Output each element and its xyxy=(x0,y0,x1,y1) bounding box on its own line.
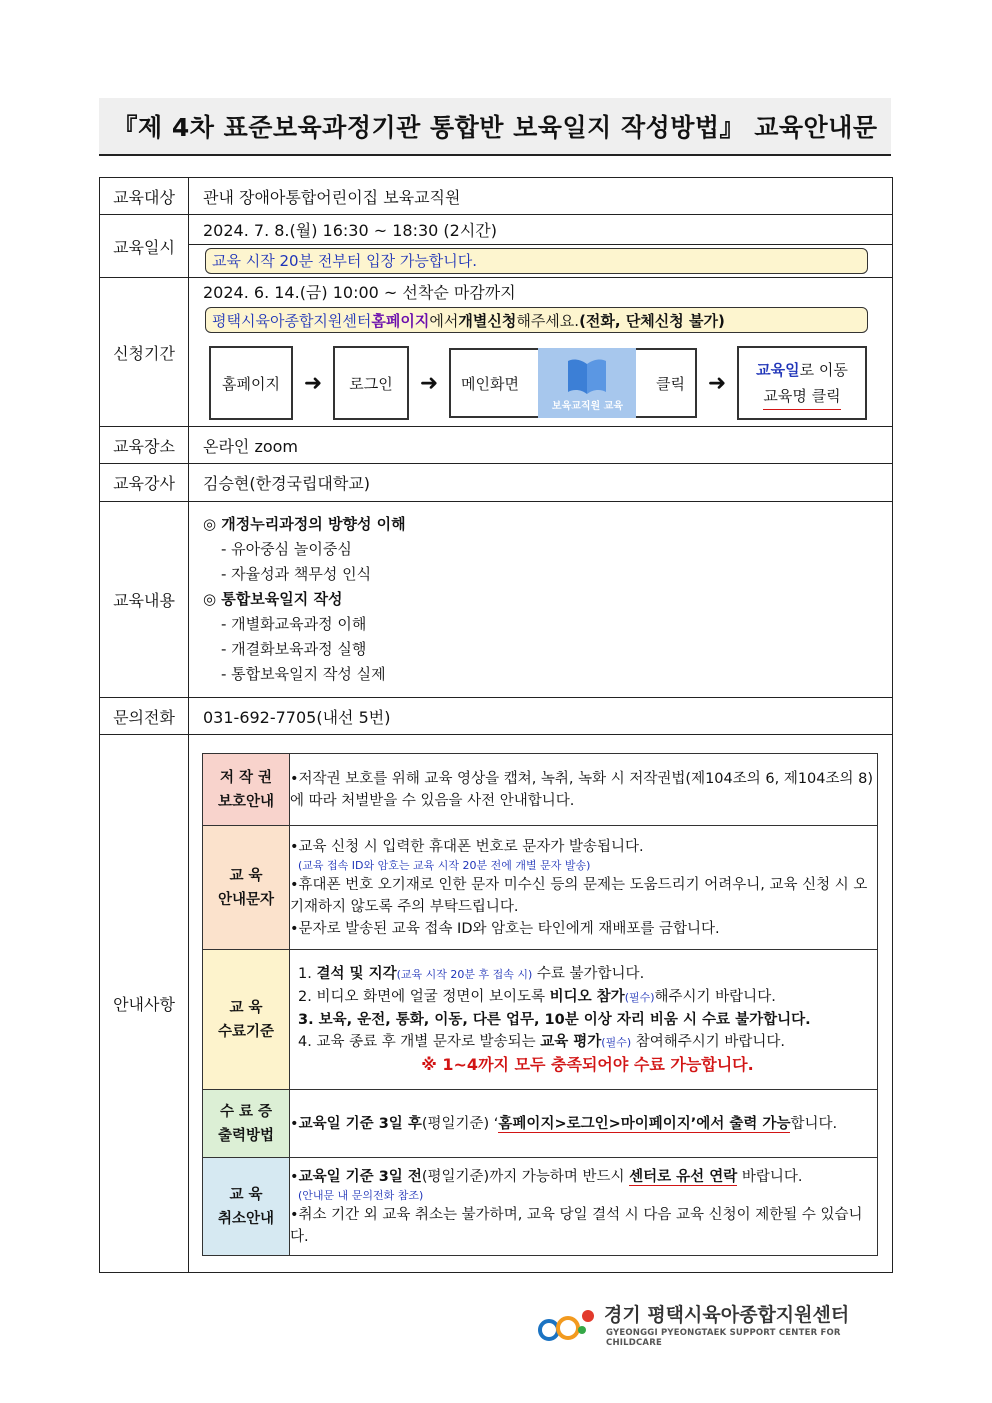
row-label-apply: 신청기간 xyxy=(100,278,189,427)
flow-step-homepage: 홈페이지 xyxy=(209,346,293,420)
row-value-phone: 031-692-7705(내선 5번) xyxy=(189,698,893,735)
row-value-apply: 2024. 6. 14.(금) 10:00 ~ 선착순 마감까지 xyxy=(203,282,516,302)
arrow-icon: ➜ xyxy=(419,370,439,396)
page-title: 『제 4차 표준보육과정기관 통합반 보육일지 작성방법』 교육안내문 xyxy=(99,98,891,156)
entry-note: 교육 시작 20분 전부터 입장 가능합니다. xyxy=(205,248,868,274)
flow-step-course: 교육일로 이동 교육명 클릭 xyxy=(737,346,867,420)
row-value-target: 관내 장애아통합어린이집 보육교직원 xyxy=(189,178,893,215)
notice-text-criteria: 1. 결석 및 지각(교육 시작 20분 후 접속 시) 수료 불가합니다. 2. 비디오 화면에 얼굴 정면이 보이도록 비디오 참가(필수)해주시기 바랍니다. 3. 보육, 운전, 통화, 이동, 다른 업무, 10분 이상 자리 비움 시 수료 불가합니다. 4. 교육 종료 후 개별 문자로 발송되는 교육 평가(필수) 참여해주시기 바랍니다. ※ 1~4까지 모두 충족되어야 수료 가능합니다. xyxy=(290,950,878,1090)
footer-org-ko: 경기 평택시육아종합지원센터 xyxy=(604,1304,850,1326)
footer-logo xyxy=(530,1298,890,1346)
notice-label-sms: 교 육 안내문자 xyxy=(203,826,290,950)
row-label-lecturer: 교육강사 xyxy=(100,464,189,502)
row-value-date: 2024. 7. 8.(월) 16:30 ~ 18:30 (2시간) xyxy=(189,216,892,245)
row-label-notice: 안내사항 xyxy=(100,735,189,1273)
flow-step-main: 메인화면 보육교직원 교육 클릭 xyxy=(449,348,697,418)
row-value-place: 온라인 zoom xyxy=(189,427,893,464)
footer-org-en: GYEONGGI PYEONGTAEK SUPPORT CENTER FOR CHILDCARE xyxy=(606,1328,841,1348)
row-label-content: 교육내용 xyxy=(100,502,189,698)
notice-label-copyright: 저 작 권 보호안내 xyxy=(203,754,290,826)
notice-text-cancel: •교육일 기준 3일 전(평일기준)까지 가능하며 반드시 센터로 유선 연락 바랍니다. (안내문 내 문의전화 참조) •취소 기간 외 교육 취소는 불가하며, 교육 당일 결석 시 다음 교육 신청이 제한될 수 있습니다. xyxy=(290,1158,878,1256)
arrow-icon: ➜ xyxy=(303,370,323,396)
notice-text-copyright: •저작권 보호를 위해 교육 영상을 캡쳐, 녹취, 녹화 시 저작권법(제104조의 6, 제104조의 8)에 따라 처벌받을 수 있음을 사전 안내합니다. xyxy=(290,754,878,826)
row-label-place: 교육장소 xyxy=(100,427,189,464)
content-heading: ◎ 개정누리과정의 방향성 이해 xyxy=(203,515,406,533)
content-heading: ◎ 통합보육일지 작성 xyxy=(203,590,343,608)
notice-text-certificate: •교육일 기준 3일 후(평일기준) ‘홈페이지>로그인>마이페이지’에서 출력 가능합니다. xyxy=(290,1090,878,1158)
content-item: - 유아중심 놀이중심 xyxy=(221,540,352,558)
row-value-lecturer: 김승현(한경국립대학교) xyxy=(189,464,893,502)
apply-flow xyxy=(189,336,892,426)
content-item: - 개별화교육과정 이해 xyxy=(221,615,367,633)
notice-text-sms: •교육 신청 시 입력한 휴대폰 번호로 문자가 발송됩니다. (교육 접속 ID와 암호는 교육 시작 20분 전에 개별 문자 발송) •휴대폰 번호 오기재로 인한 문자 미수신 등의 문제는 도움드리기 어려우니, 교육 신청 시 오기재하지 않도록 주의 부탁드립니다. •문자로 발송된 교육 접속 ID와 암호는 타인에게 재배포를 금합니다. xyxy=(290,826,878,950)
row-label-target: 교육대상 xyxy=(100,178,189,215)
arrow-icon: ➜ xyxy=(707,370,727,396)
flow-step-login: 로그인 xyxy=(333,346,409,420)
notice-label-cancel: 교 육 취소안내 xyxy=(203,1158,290,1256)
info-table xyxy=(99,177,893,1273)
content-item: - 자율성과 책무성 인식 xyxy=(221,565,372,583)
apply-note: 평택시육아종합지원센터 홈페이지 에서 개별신청 해주세요. (전화, 단체신청 불가) xyxy=(205,307,868,333)
book-icon: 보육교직원 교육 xyxy=(538,348,636,418)
notice-label-criteria: 교 육 수료기준 xyxy=(203,950,290,1090)
content-list xyxy=(189,502,892,697)
center-logo-icon xyxy=(530,1298,600,1346)
content-item: - 통합보육일지 작성 실제 xyxy=(221,665,386,683)
row-label-date: 교육일시 xyxy=(100,215,189,278)
content-item: - 개결화보육과정 실행 xyxy=(221,640,367,658)
notice-table xyxy=(202,753,878,1256)
notice-label-certificate: 수 료 증 출력방법 xyxy=(203,1090,290,1158)
row-label-phone: 문의전화 xyxy=(100,698,189,735)
